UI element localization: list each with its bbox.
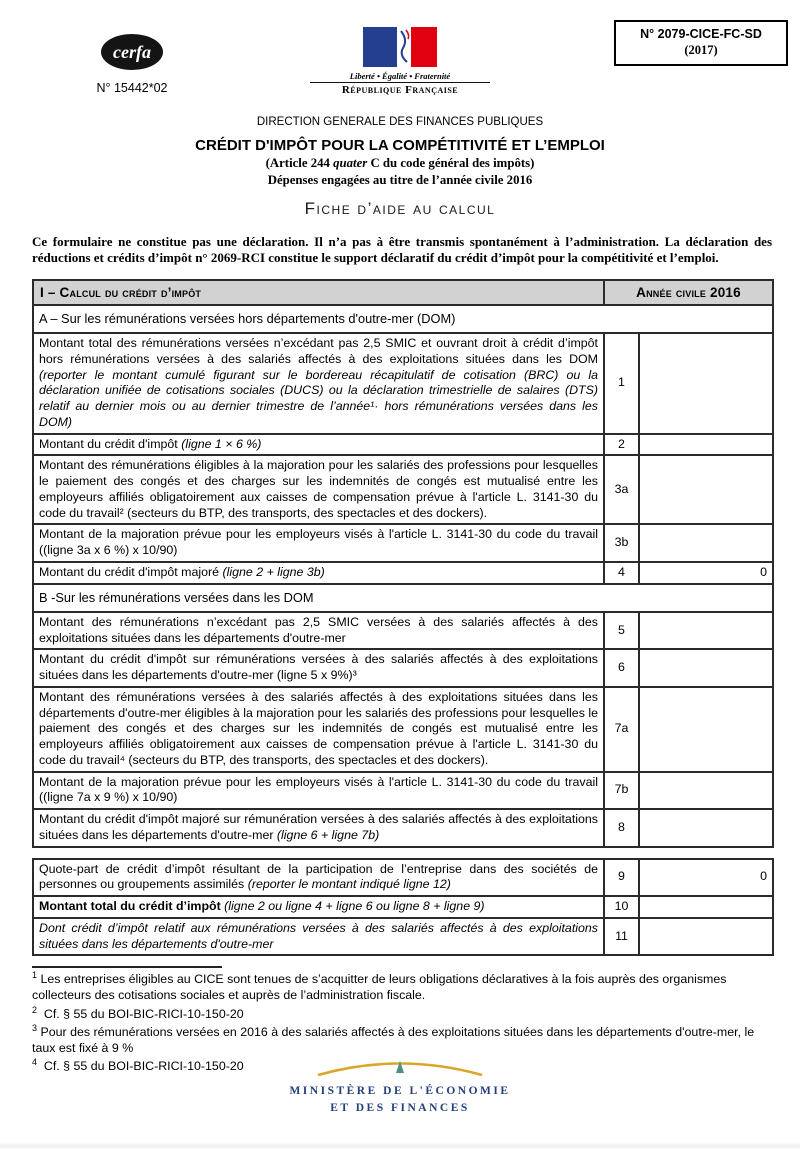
form-number: N° 2079-CICE-FC-SD <box>640 27 762 41</box>
republique-text: République Française <box>341 84 459 96</box>
line-number: 1 <box>604 333 639 434</box>
row-label <box>33 434 604 456</box>
line-number: 7b <box>604 772 639 810</box>
row-note: (reporter le montant indiqué ligne 12) <box>247 877 451 892</box>
row-label <box>33 455 604 524</box>
row-label <box>33 524 604 562</box>
line-number: 8 <box>604 809 639 847</box>
table-row-line8 <box>33 809 773 847</box>
amount-cell-line7b[interactable] <box>639 772 773 810</box>
footnote-marker: 3 <box>32 1022 38 1033</box>
ministry-name <box>0 1083 800 1118</box>
row-text: Montant du crédit d'impôt majoré <box>39 564 223 579</box>
article-italic: quater <box>333 156 368 170</box>
footnote-separator <box>32 966 222 968</box>
row-label <box>33 896 604 918</box>
table-row-line7b <box>33 772 773 810</box>
row-label <box>33 772 604 810</box>
motto-text: Liberté • Égalité • Fraternité <box>310 71 490 83</box>
section-b-row <box>33 584 773 612</box>
year-header-cell: Année civile 2016 <box>604 280 773 305</box>
cerfa-block <box>72 34 192 95</box>
footnote-2 <box>32 1006 774 1022</box>
ministry-logo-block <box>0 1052 800 1118</box>
table-header-row <box>33 280 773 305</box>
row-label <box>33 918 604 956</box>
ministry-line1: MINISTÈRE DE L'ÉCONOMIE <box>289 1085 511 1097</box>
section-a-heading: A – Sur les rémunérations versées hors départements d'outre-mer (DOM) <box>33 305 773 333</box>
french-flag-marianne-icon <box>360 26 440 70</box>
row-note: (ligne 1 × 6 %) <box>181 436 262 451</box>
section-a-row <box>33 305 773 333</box>
amount-cell-line5[interactable] <box>639 612 773 650</box>
row-text: Montant des rémunérations éligibles à la majoration pour les salariés des professions pour lesquelles le paiement des congés et des charges sur les indemnités de congés est mutualisé entre les employeurs affiliés obligatoirement aux caisses de compensation prévue à l'article L. 3141-30 du code du travail² (secteurs du BTP, des transports, des spectacles et des dockers). <box>39 458 598 520</box>
amount-cell-line11[interactable] <box>639 918 773 956</box>
row-text: Montant des rémunérations versées à des salariés affectés à des exploitations situées dans les départements d'outre-mer éligibles à la majoration pour les salariés des professions pour lesquelles le paiement des congés et des charges sur les indemnités de congés est mutualisé entre les employeurs affiliés obligatoirement aux caisses de compensation prévue à l'article L. 3141-30 du code du travail⁴ (secteurs du BTP, des transports, des spectacles et des dockers). <box>39 689 598 767</box>
cerfa-number: N° 15442*02 <box>96 81 168 95</box>
footnote-text: Pour des rémunérations versées en 2016 à des salariés affectés à des exploitations situées dans les départements d'outre-mer, le taux est fixé à 9 % <box>32 1024 755 1055</box>
table-row-line4 <box>33 562 773 584</box>
table-row-line9 <box>33 859 773 897</box>
line-number: 10 <box>604 896 639 918</box>
row-text: Montant des rémunérations n’excédant pas 2,5 SMIC versées à des salariés affectés à des exploitations situées dans les départements d'outre-mer <box>39 614 598 645</box>
row-note: (reporter le montant cumulé figurant sur le bordereau récapitulatif de cotisation (BRC) ou la déclaration unifiée de cotisations sociales (DUCS) ou la déclaration trimestrielle de salaires (DTS) relatif au dernier mois ou au dernier trimestre de l’année¹· hors rémunérations versées dans les DOM) <box>39 367 598 429</box>
row-text: Montant de la majoration prévue pour les employeurs visés à l'article L. 3141-30 du code du travail ((ligne 3a x 6 %) x 10/90) <box>39 527 598 558</box>
cerfa-logo-icon <box>101 34 163 70</box>
footnote-text: Les entreprises éligibles au CICE sont tenues de s’acquitter de leurs obligations déclaratives à la fois auprès des organismes collecteurs des cotisations sociales et auprès de l’administration fiscale. <box>32 972 727 1003</box>
ministry-arc-icon <box>310 1052 490 1078</box>
section-b-heading: B -Sur les rémunérations versées dans les DOM <box>33 584 773 612</box>
amount-cell-line2[interactable] <box>639 434 773 456</box>
table-row-line2 <box>33 434 773 456</box>
fiche-title: Fiche d’aide au calcul <box>304 199 496 218</box>
notice-paragraph: Ce formulaire ne constitue pas une déclaration. Il n’a pas à être transmis spontanément à l’administration. La déclaration des réductions et crédits d’impôt n° 2069-RCI constitue le support déclaratif du crédit d’impôt pour la compétitivité et l’emploi. <box>32 234 772 265</box>
form-title: CRÉDIT D'IMPÔT POUR LA COMPÉTITIVITÉ ET L’EMPLOI <box>195 137 605 154</box>
calc-table-totals <box>32 858 774 957</box>
table-row-line6 <box>33 649 773 687</box>
cerfa-logo-text: cerfa <box>113 41 151 62</box>
row-note: (ligne 2 + ligne 3b) <box>222 564 325 579</box>
table-row-line3a <box>33 455 773 524</box>
row-label <box>33 612 604 650</box>
row-text: Montant du crédit d'impôt <box>39 436 182 451</box>
row-text: Montant total du crédit d’impôt <box>39 899 225 914</box>
amount-cell-line1[interactable] <box>639 333 773 434</box>
line-number: 11 <box>604 918 639 956</box>
amount-cell-line3b[interactable] <box>639 524 773 562</box>
line-number: 6 <box>604 649 639 687</box>
row-text: Montant de la majoration prévue pour les employeurs visés à l'article L. 3141-30 du code du travail ((ligne 7a x 9 %) x 10/90) <box>39 774 598 805</box>
line-number: 3b <box>604 524 639 562</box>
amount-cell-line3a[interactable] <box>639 455 773 524</box>
table-row-line5 <box>33 612 773 650</box>
row-text: Montant total des rémunérations versées n’excédant pas 2,5 SMIC et ouvrant droit à crédit d’impôt hors rémunérations versées à des salariés affectés à des exploitations situées dans les DOM <box>39 336 598 366</box>
line-number: 9 <box>604 859 639 897</box>
section-title-cell: I – Calcul du crédit d’impôt <box>33 280 604 305</box>
amount-cell-line10[interactable] <box>639 896 773 918</box>
article-post: C du code général des impôts) <box>367 156 535 170</box>
table-row-line7a <box>33 687 773 772</box>
ministry-line2: ET DES FINANCES <box>330 1102 470 1115</box>
table-row-line1 <box>33 333 773 434</box>
row-label <box>33 809 604 847</box>
row-label <box>33 562 604 584</box>
form-year: (2017) <box>684 43 718 57</box>
footnote-marker: 1 <box>32 970 38 981</box>
row-text: Dont crédit d’impôt relatif aux rémunérations versées à des salariés affectés à des exploitations situées dans les départements d'outre-mer <box>39 920 598 951</box>
footnote-marker: 4 <box>32 1056 38 1067</box>
direction-line: DIRECTION GENERALE DES FINANCES PUBLIQUES <box>256 116 544 128</box>
calc-table-main <box>32 279 774 848</box>
row-text: Quote-part de crédit d’impôt résultant de la participation de l’entreprise dans des sociétés de personnes ou groupements assimilés <box>39 861 598 892</box>
footnote-text: Cf. § 55 du BOI-BIC-RICI-10-150-20 <box>43 1006 244 1021</box>
form-subtitle: Dépenses engagées au titre de l’année civile 2016 <box>267 173 533 187</box>
row-label <box>33 687 604 772</box>
table-row-line10 <box>33 896 773 918</box>
footnote-marker: 2 <box>32 1004 38 1015</box>
row-label <box>33 333 604 434</box>
amount-cell-line8[interactable] <box>639 809 773 847</box>
row-label <box>33 859 604 897</box>
row-label <box>33 649 604 687</box>
footnote-1 <box>32 971 774 1003</box>
page-header <box>0 20 800 116</box>
amount-cell-line6[interactable] <box>639 649 773 687</box>
table-row-line3b <box>33 524 773 562</box>
line-number: 3a <box>604 455 639 524</box>
footnote-text: Cf. § 55 du BOI-BIC-RICI-10-150-20 <box>43 1058 244 1073</box>
table-row-line11 <box>33 918 773 956</box>
form-page <box>0 20 800 1152</box>
line-number: 2 <box>604 434 639 456</box>
scan-artifact-strip <box>0 1142 800 1150</box>
form-number-box <box>614 20 788 66</box>
row-note: (ligne 6 + ligne 7b) <box>276 827 380 842</box>
amount-cell-line7a[interactable] <box>639 687 773 772</box>
row-text: Montant du crédit d'impôt sur rémunérations versées à des salariés affectés à des exploitations situées dans les départements d'outre-mer (ligne 5 x 9%)³ <box>39 652 598 683</box>
amount-cell-line9[interactable]: 0 <box>639 859 773 897</box>
row-note: (ligne 2 ou ligne 4 + ligne 6 ou ligne 8 + ligne 9) <box>224 899 485 914</box>
form-article-line <box>0 156 800 171</box>
amount-cell-line4[interactable]: 0 <box>639 562 773 584</box>
republique-francaise-block <box>310 26 490 96</box>
line-number: 5 <box>604 612 639 650</box>
line-number: 4 <box>604 562 639 584</box>
row-text: Montant du crédit d'impôt majoré sur rémunération versées à des salariés affectés à des exploitations situées dans les départements d'outre-mer <box>39 812 598 842</box>
article-pre: (Article 244 <box>265 156 334 170</box>
line-number: 7a <box>604 687 639 772</box>
